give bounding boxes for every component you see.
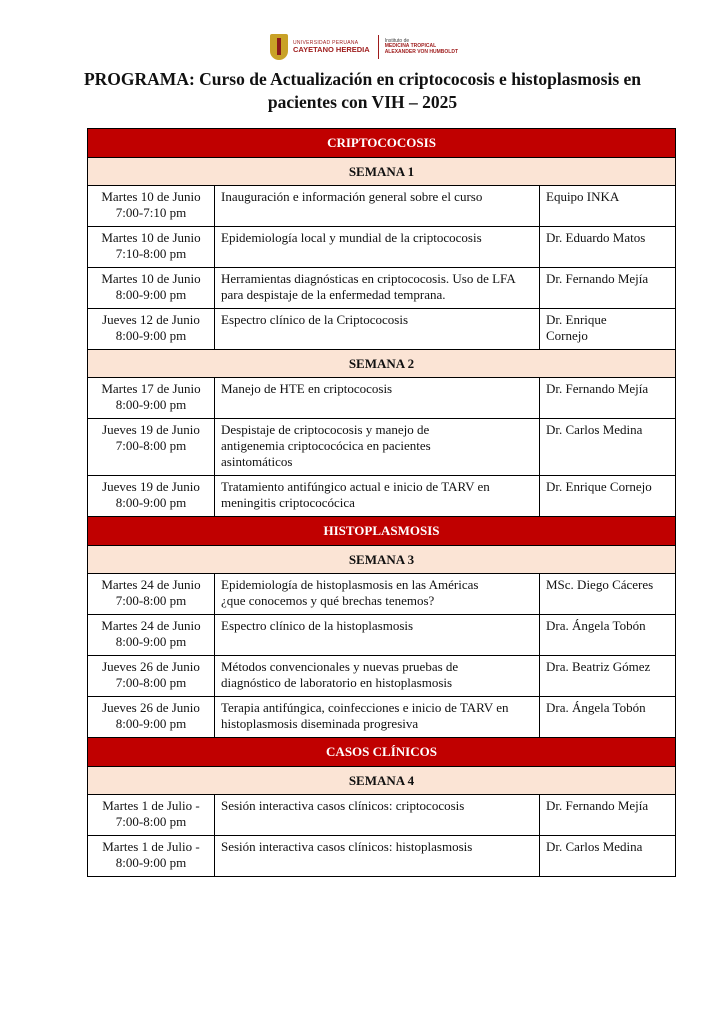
logo-divider	[378, 35, 379, 59]
session-day: Jueves 19 de Junio	[102, 422, 200, 437]
session-topic-cell	[215, 615, 540, 656]
session-date-cell	[88, 795, 215, 836]
session-date-cell	[88, 574, 215, 615]
session-topic-cell	[215, 186, 540, 227]
session-row	[88, 836, 676, 877]
week-title: SEMANA 4	[88, 767, 676, 795]
session-day: Martes 10 de Junio	[101, 230, 201, 245]
session-row	[88, 378, 676, 419]
session-topic-line: Epidemiología local y mundial de la criptococosis	[221, 230, 482, 245]
university-name-block	[293, 41, 370, 54]
session-date-cell	[88, 697, 215, 738]
session-topic-line: Métodos convencionales y nuevas pruebas de	[221, 659, 459, 674]
session-row	[88, 656, 676, 697]
week-title: SEMANA 1	[88, 158, 676, 186]
session-speaker-cell	[540, 186, 676, 227]
session-topic-cell	[215, 836, 540, 877]
session-time: 7:00-8:00 pm	[115, 438, 187, 453]
session-topic-line: Manejo de HTE en criptococosis	[221, 381, 393, 396]
session-speaker-line: Dr. Fernando Mejía	[546, 381, 649, 396]
session-speaker-line: Dra. Beatriz Gómez	[546, 659, 651, 674]
institution-logo	[270, 30, 458, 64]
session-topic-line: Sesión interactiva casos clínicos: criptococosis	[221, 798, 465, 813]
section-header-row	[88, 129, 676, 158]
session-row	[88, 476, 676, 517]
session-time: 7:00-7:10 pm	[115, 205, 187, 220]
university-top-text: UNIVERSIDAD PERUANA	[293, 39, 359, 46]
session-speaker-line: Dra. Ángela Tobón	[546, 618, 646, 633]
session-day: Martes 17 de Junio	[101, 381, 201, 396]
session-topic-cell	[215, 227, 540, 268]
session-speaker-cell	[540, 615, 676, 656]
week-header-row	[88, 767, 676, 795]
session-speaker-cell	[540, 656, 676, 697]
session-day: Martes 1 de Julio -	[102, 839, 200, 854]
session-speaker-cell	[540, 836, 676, 877]
session-speaker-cell	[540, 697, 676, 738]
session-speaker-line: MSc. Diego Cáceres	[546, 577, 654, 592]
session-speaker-line: Dr. Enrique	[546, 312, 607, 327]
session-topic-cell	[215, 309, 540, 350]
session-speaker-line: Dr. Fernando Mejía	[546, 798, 649, 813]
session-topic-line: diagnóstico de laboratorio en histoplasmosis	[221, 675, 453, 690]
week-header-row	[88, 546, 676, 574]
session-day: Martes 1 de Julio -	[102, 798, 200, 813]
session-topic-line: Espectro clínico de la Criptococosis	[221, 312, 409, 327]
week-title: SEMANA 3	[88, 546, 676, 574]
session-date-cell	[88, 836, 215, 877]
session-time: 7:10-8:00 pm	[115, 246, 187, 261]
week-title: SEMANA 2	[88, 350, 676, 378]
session-date-cell	[88, 378, 215, 419]
institute-name-block	[385, 39, 458, 55]
session-topic-cell	[215, 795, 540, 836]
session-row	[88, 227, 676, 268]
session-day: Jueves 26 de Junio	[102, 700, 200, 715]
session-time: 8:00-9:00 pm	[115, 495, 187, 510]
session-topic-line: asintomáticos	[221, 454, 293, 469]
session-date-cell	[88, 656, 215, 697]
session-time: 8:00-9:00 pm	[115, 716, 187, 731]
program-table	[87, 128, 676, 877]
session-speaker-line: Dr. Enrique Cornejo	[546, 479, 652, 494]
session-topic-cell	[215, 268, 540, 309]
session-day: Jueves 12 de Junio	[102, 312, 200, 327]
session-row	[88, 615, 676, 656]
session-date-cell	[88, 268, 215, 309]
session-topic-line: histoplasmosis diseminada progresiva	[221, 716, 419, 731]
session-topic-cell	[215, 419, 540, 476]
session-speaker-line: Equipo INKA	[546, 189, 620, 204]
session-date-cell	[88, 419, 215, 476]
session-topic-line: Tratamiento antifúngico actual e inicio de TARV en	[221, 479, 490, 494]
session-time: 8:00-9:00 pm	[115, 328, 187, 343]
session-speaker-cell	[540, 419, 676, 476]
session-speaker-cell	[540, 227, 676, 268]
session-topic-line: Sesión interactiva casos clínicos: histoplasmosis	[221, 839, 473, 854]
session-speaker-cell	[540, 268, 676, 309]
university-shield-icon	[270, 34, 288, 60]
session-time: 7:00-8:00 pm	[115, 675, 187, 690]
session-row	[88, 697, 676, 738]
session-speaker-cell	[540, 795, 676, 836]
session-day: Martes 10 de Junio	[101, 189, 201, 204]
session-row	[88, 309, 676, 350]
page-title-line-1: PROGRAMA: Curso de Actualización en criptococosis e histoplasmosis en	[83, 69, 642, 89]
institute-line-1: Instituto de	[384, 38, 410, 45]
section-header-row	[88, 738, 676, 767]
session-speaker-line: Dr. Fernando Mejía	[546, 271, 649, 286]
session-topic-cell	[215, 656, 540, 697]
session-topic-cell	[215, 378, 540, 419]
session-time: 7:00-8:00 pm	[115, 593, 187, 608]
session-topic-line: para despistaje de la enfermedad temprana.	[221, 287, 446, 302]
session-date-cell	[88, 227, 215, 268]
institute-line-3: ALEXANDER VON HUMBOLDT	[384, 48, 459, 55]
session-speaker-line: Dr. Carlos Medina	[546, 422, 643, 437]
university-name-text: CAYETANO HEREDIA	[293, 44, 370, 54]
session-date-cell	[88, 615, 215, 656]
session-speaker-line: Dr. Carlos Medina	[546, 839, 643, 854]
session-day: Martes 10 de Junio	[101, 271, 201, 286]
session-speaker-cell	[540, 574, 676, 615]
session-row	[88, 268, 676, 309]
session-speaker-cell	[540, 309, 676, 350]
session-date-cell	[88, 186, 215, 227]
session-topic-line: Despistaje de criptococosis y manejo de	[221, 422, 430, 437]
page-title-line-2: pacientes con VIH – 2025	[267, 92, 458, 112]
session-time: 7:00-8:00 pm	[115, 814, 187, 829]
section-title: CASOS CLÍNICOS	[88, 738, 676, 767]
session-time: 8:00-9:00 pm	[115, 855, 187, 870]
session-row	[88, 795, 676, 836]
session-topic-line: meningitis criptococócica	[221, 495, 355, 510]
session-topic-line: Espectro clínico de la histoplasmosis	[221, 618, 414, 633]
session-time: 8:00-9:00 pm	[115, 287, 187, 302]
session-topic-line: antigenemia criptococócica en pacientes	[221, 438, 431, 453]
session-speaker-line: Cornejo	[546, 328, 588, 343]
session-topic-line: ¿que conocemos y qué brechas tenemos?	[221, 593, 435, 608]
session-speaker-cell	[540, 378, 676, 419]
session-topic-line: Terapia antifúngica, coinfecciones e inicio de TARV en	[221, 700, 509, 715]
session-date-cell	[88, 476, 215, 517]
session-time: 8:00-9:00 pm	[115, 397, 187, 412]
session-row	[88, 419, 676, 476]
session-day: Jueves 26 de Junio	[102, 659, 200, 674]
session-topic-cell	[215, 574, 540, 615]
session-topic-cell	[215, 476, 540, 517]
section-title: HISTOPLASMOSIS	[88, 517, 676, 546]
session-speaker-line: Dr. Eduardo Matos	[546, 230, 646, 245]
page-title	[60, 68, 665, 114]
program-table-body	[88, 129, 676, 877]
week-header-row	[88, 350, 676, 378]
session-time: 8:00-9:00 pm	[115, 634, 187, 649]
session-topic-line: Herramientas diagnósticas en criptococosis. Uso de LFA	[221, 271, 516, 286]
session-topic-line: Inauguración e información general sobre el curso	[221, 189, 483, 204]
section-header-row	[88, 517, 676, 546]
section-title: CRIPTOCOCOSIS	[88, 129, 676, 158]
session-row	[88, 574, 676, 615]
week-header-row	[88, 158, 676, 186]
session-day: Martes 24 de Junio	[101, 618, 201, 633]
session-speaker-cell	[540, 476, 676, 517]
session-speaker-line: Dra. Ángela Tobón	[546, 700, 646, 715]
session-row	[88, 186, 676, 227]
institute-line-2: MEDICINA TROPICAL	[384, 43, 437, 50]
session-day: Martes 24 de Junio	[101, 577, 201, 592]
session-topic-line: Epidemiología de histoplasmosis en las Américas	[221, 577, 479, 592]
session-topic-cell	[215, 697, 540, 738]
session-day: Jueves 19 de Junio	[102, 479, 200, 494]
session-date-cell	[88, 309, 215, 350]
